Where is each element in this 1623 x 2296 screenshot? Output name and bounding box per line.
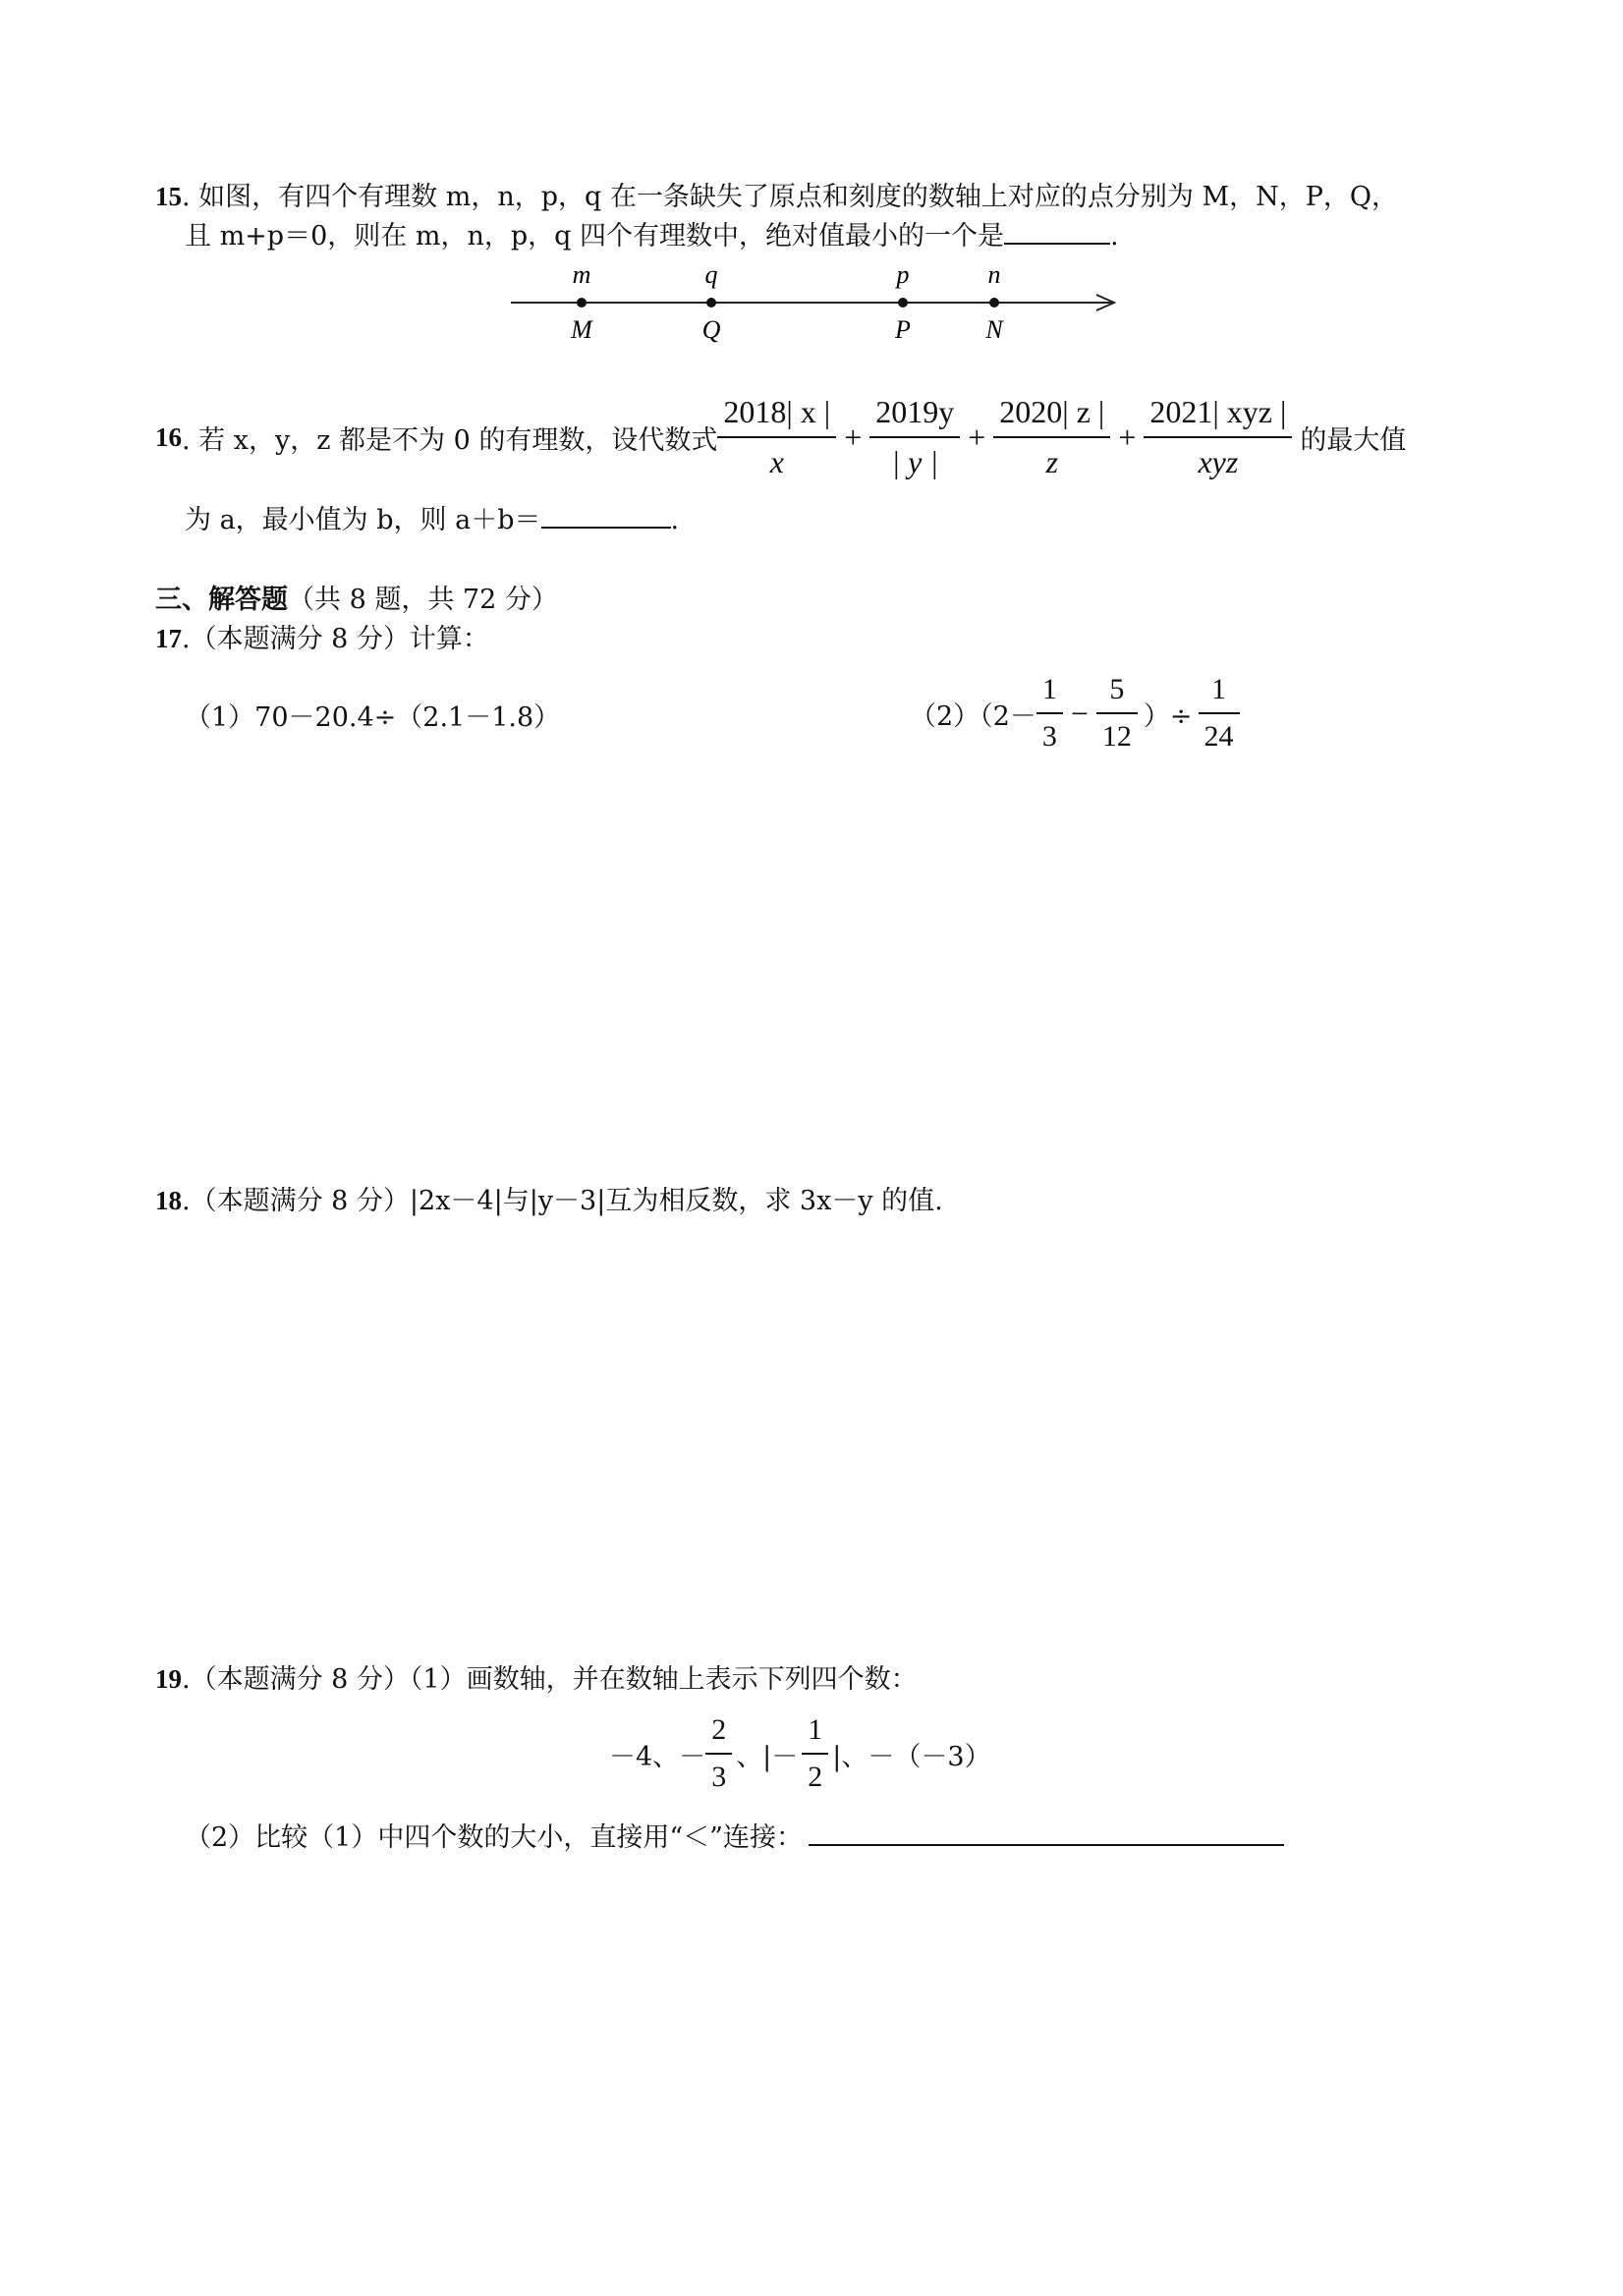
q16-f4-numerator: 2021| xyz | [1149,394,1287,429]
q18-line1 [155,1179,943,1217]
q16-plus-1: + [844,419,863,455]
q16-plus-2: + [968,419,986,455]
q15-answer-blank[interactable] [1004,242,1110,245]
q17-p2-close: ）÷ [1143,700,1193,732]
q17-p2-f3-numerator: 1 [1211,673,1227,705]
q15-number: 15 [155,182,182,211]
q19-f1-denominator: 3 [705,1753,732,1794]
q16-answer-blank[interactable] [541,526,671,529]
q16-number: 16 [155,421,182,452]
q17-p2-f2-numerator: 5 [1109,673,1125,705]
q16-line2 [185,498,679,536]
q15-number-line-figure [511,257,1120,356]
q19-fraction-1 [705,1713,732,1794]
q19-tail: |、－（－3） [832,1741,991,1772]
q19-numbers-line [609,1711,991,1796]
q17-line1 [155,617,489,655]
q16-f1-denominator: x [717,436,836,480]
q16-fraction-2 [869,394,960,480]
q17-part-2 [910,672,1240,755]
q17-p2-f1-denominator: 3 [1036,712,1063,754]
q19-text: .（本题满分 8 分）（1）画数轴，并在数轴上表示下列四个数： [182,1664,918,1695]
q17-p2-fraction-3 [1199,673,1240,754]
q19-answer-blank[interactable] [809,1843,1284,1846]
q19-number: 19 [155,1664,182,1694]
q17-p2-f3-denominator: 24 [1199,712,1240,754]
q16-f2-numerator: 2019y [875,394,955,429]
q17-p2-f1-numerator: 1 [1041,673,1057,705]
q15-line2 [185,214,1119,252]
q19-f2-numerator: 1 [808,1713,823,1746]
axis-label-bottom-P: P [895,315,911,344]
q16-plus-3: + [1118,419,1137,455]
axis-label-top-m: m [572,260,591,289]
q15-text-1: . 如图，有四个有理数 m，n，p，q 在一条缺失了原点和刻度的数轴上对应的点分别为 M，N，P，Q， [182,182,1399,212]
q16-f3-numerator: 2020| z | [999,394,1105,429]
axis-label-top-q: q [704,260,718,289]
axis-label-bottom-N: N [985,315,1003,344]
q16-f3-denominator: z [993,436,1110,480]
q16-line1 [155,393,1406,481]
q16-tail: 的最大值 [1300,424,1407,456]
q16-fraction-4 [1144,394,1292,480]
q16-lead: . 若 x，y，z 都是不为 0 的有理数，设代数式 [182,424,718,456]
q16-text-2-end: . [670,505,680,535]
q15-text-2-end: . [1110,221,1119,252]
q19-line1 [155,1657,918,1696]
q19-f2-denominator: 2 [802,1753,828,1794]
q19-part-2-text: （2）比较（1）中四个数的大小，直接用“＜”连接： [185,1822,803,1853]
q17-number: 17 [155,624,182,653]
axis-point-n [989,298,999,308]
section-3-heading [155,578,558,616]
q19-part-2 [185,1816,1284,1854]
q16-f4-denominator: xyz [1144,436,1292,480]
q19-fraction-2 [802,1713,828,1794]
axis-label-top-n: n [987,260,1001,289]
axis-point-q [706,298,716,308]
axis-label-bottom-M: M [571,315,592,344]
q16-fraction-1 [717,394,836,480]
q16-f1-numerator: 2018| x | [723,394,831,429]
axis-label-bottom-Q: Q [701,315,721,344]
q17-p2-fraction-1 [1036,673,1063,754]
axis-point-p [898,298,908,308]
q19-sep1: 、|－ [736,1741,799,1772]
q17-p2-f2-denominator: 12 [1096,712,1138,754]
axis-label-top-p: p [896,260,910,289]
q18-text: .（本题满分 8 分）|2x－4|与|y－3|互为相反数，求 3x－y 的值. [182,1186,943,1216]
q15-text-2: 且 m+p＝0，则在 m，n，p，q 四个有理数中，绝对值最小的一个是 [185,221,1004,252]
section-3-note: （共 8 题，共 72 分） [288,585,558,615]
q18-number: 18 [155,1186,182,1215]
q17-part-1: （1）70－20.4÷（2.1－1.8） [185,702,561,733]
q17-p2-minus: − [1070,695,1089,731]
q15-line1 [155,175,1398,213]
q17-p2-lead: （2）（2－ [910,700,1036,732]
section-3-title: 三、解答题 [155,585,288,615]
q19-f1-numerator: 2 [711,1713,727,1746]
q16-fraction-3 [993,394,1110,480]
q17-p2-fraction-2 [1096,673,1138,754]
q17-text: .（本题满分 8 分）计算： [182,624,489,654]
axis-point-m [577,298,587,308]
q16-f2-denominator: | y | [869,436,960,480]
q19-n1: －4、－ [609,1741,706,1772]
q16-text-2: 为 a，最小值为 b，则 a＋b＝ [185,505,541,535]
